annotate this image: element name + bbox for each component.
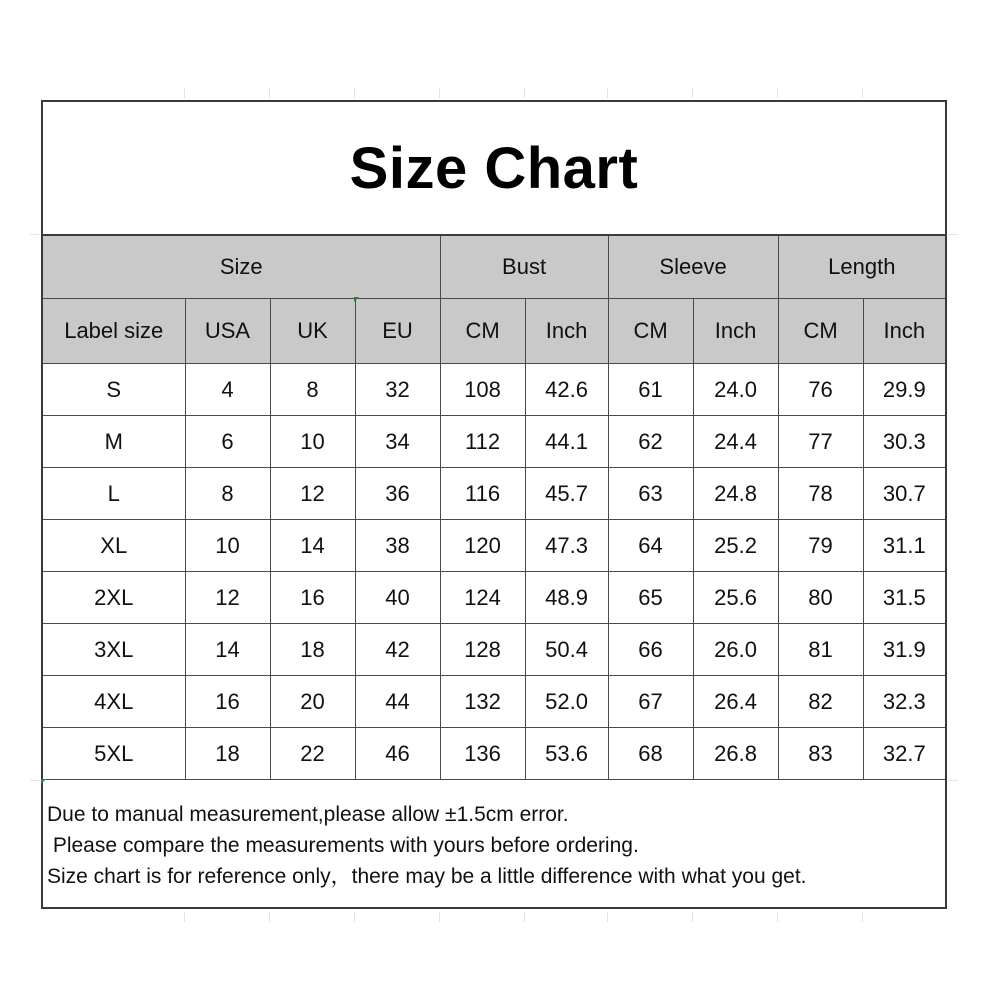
table-cell: 30.3 bbox=[863, 416, 945, 468]
gridline-tick bbox=[692, 912, 693, 922]
gridline-tick bbox=[184, 912, 185, 922]
table-cell: 66 bbox=[608, 624, 693, 676]
table-cell: 10 bbox=[185, 520, 270, 572]
table-cell: 40 bbox=[355, 572, 440, 624]
table-cell: 67 bbox=[608, 676, 693, 728]
table-cell: 76 bbox=[778, 364, 863, 416]
table-cell: 32.3 bbox=[863, 676, 945, 728]
table-cell: 42.6 bbox=[525, 364, 608, 416]
table-cell: 16 bbox=[270, 572, 355, 624]
table-cell: 46 bbox=[355, 728, 440, 780]
table-cell: 79 bbox=[778, 520, 863, 572]
cell-comment-marker bbox=[41, 779, 46, 784]
table-cell: 2XL bbox=[43, 572, 185, 624]
gridline-tick bbox=[524, 912, 525, 922]
table-cell: 25.6 bbox=[693, 572, 778, 624]
table-cell: 29.9 bbox=[863, 364, 945, 416]
table-cell: 36 bbox=[355, 468, 440, 520]
gridline-tick bbox=[354, 88, 355, 98]
header-sleeve: Sleeve bbox=[608, 236, 778, 299]
table-cell: 14 bbox=[185, 624, 270, 676]
size-chart bbox=[41, 100, 947, 909]
table-cell: 6 bbox=[185, 416, 270, 468]
table-cell: 24.4 bbox=[693, 416, 778, 468]
gridline-tick bbox=[524, 88, 525, 98]
subheader-eu: EU bbox=[355, 299, 440, 364]
table-cell: 68 bbox=[608, 728, 693, 780]
table-row bbox=[43, 468, 945, 520]
table-cell: 24.8 bbox=[693, 468, 778, 520]
table-row bbox=[43, 624, 945, 676]
table-cell: 108 bbox=[440, 364, 525, 416]
table-cell: 26.8 bbox=[693, 728, 778, 780]
table-cell: 120 bbox=[440, 520, 525, 572]
table-cell: 47.3 bbox=[525, 520, 608, 572]
header-size: Size bbox=[43, 236, 440, 299]
subheader-usa: USA bbox=[185, 299, 270, 364]
gridline-tick bbox=[862, 912, 863, 922]
table-cell: 32.7 bbox=[863, 728, 945, 780]
gridline-tick bbox=[184, 88, 185, 98]
table-row bbox=[43, 364, 945, 416]
gridline-tick bbox=[607, 912, 608, 922]
table-cell: S bbox=[43, 364, 185, 416]
table-cell: 136 bbox=[440, 728, 525, 780]
table-row bbox=[43, 572, 945, 624]
table-cell: 34 bbox=[355, 416, 440, 468]
table-cell: 81 bbox=[778, 624, 863, 676]
subheader-uk: UK bbox=[270, 299, 355, 364]
subheader-bust-cm: CM bbox=[440, 299, 525, 364]
gridline-tick bbox=[269, 912, 270, 922]
table-cell: 61 bbox=[608, 364, 693, 416]
gridline-tick bbox=[949, 234, 958, 235]
size-table bbox=[43, 236, 945, 780]
table-cell: 82 bbox=[778, 676, 863, 728]
table-cell: 31.9 bbox=[863, 624, 945, 676]
table-cell: 116 bbox=[440, 468, 525, 520]
table-cell: XL bbox=[43, 520, 185, 572]
table-cell: 18 bbox=[270, 624, 355, 676]
note-line: Due to manual measurement,please allow ±1.5cm error. bbox=[47, 803, 569, 826]
table-cell: 50.4 bbox=[525, 624, 608, 676]
table-cell: 10 bbox=[270, 416, 355, 468]
table-row bbox=[43, 728, 945, 780]
subheader-length-inch: Inch bbox=[863, 299, 945, 364]
table-cell: 132 bbox=[440, 676, 525, 728]
table-cell: 5XL bbox=[43, 728, 185, 780]
table-cell: 64 bbox=[608, 520, 693, 572]
table-cell: 65 bbox=[608, 572, 693, 624]
subheader-bust-inch: Inch bbox=[525, 299, 608, 364]
table-cell: 8 bbox=[185, 468, 270, 520]
table-cell: 30.7 bbox=[863, 468, 945, 520]
table-cell: 4XL bbox=[43, 676, 185, 728]
table-cell: 124 bbox=[440, 572, 525, 624]
table-cell: 38 bbox=[355, 520, 440, 572]
table-cell: 20 bbox=[270, 676, 355, 728]
table-cell: 26.0 bbox=[693, 624, 778, 676]
notes bbox=[47, 799, 943, 892]
gridline-tick bbox=[692, 88, 693, 98]
gridline-tick bbox=[777, 912, 778, 922]
gridline-tick bbox=[777, 88, 778, 98]
table-cell: 31.5 bbox=[863, 572, 945, 624]
table-cell: 48.9 bbox=[525, 572, 608, 624]
table-cell: 14 bbox=[270, 520, 355, 572]
table-cell: 8 bbox=[270, 364, 355, 416]
table-row bbox=[43, 676, 945, 728]
table-cell: 31.1 bbox=[863, 520, 945, 572]
table-cell: 44.1 bbox=[525, 416, 608, 468]
gridline-tick bbox=[439, 912, 440, 922]
gridline-tick bbox=[354, 912, 355, 922]
gridline-tick bbox=[30, 780, 39, 781]
table-cell: 26.4 bbox=[693, 676, 778, 728]
table-cell: 12 bbox=[185, 572, 270, 624]
chart-title: Size Chart bbox=[349, 135, 639, 201]
table-cell: 83 bbox=[778, 728, 863, 780]
table-cell: 44 bbox=[355, 676, 440, 728]
table-cell: 22 bbox=[270, 728, 355, 780]
subheader-sleeve-cm: CM bbox=[608, 299, 693, 364]
table-cell: 53.6 bbox=[525, 728, 608, 780]
subheader-length-cm: CM bbox=[778, 299, 863, 364]
table-cell: 78 bbox=[778, 468, 863, 520]
table-cell: 4 bbox=[185, 364, 270, 416]
gridline-tick bbox=[949, 780, 958, 781]
gridline-tick bbox=[607, 88, 608, 98]
table-row bbox=[43, 520, 945, 572]
table-cell: 52.0 bbox=[525, 676, 608, 728]
table-cell: 25.2 bbox=[693, 520, 778, 572]
table-cell: 77 bbox=[778, 416, 863, 468]
table-cell: 3XL bbox=[43, 624, 185, 676]
table-cell: 80 bbox=[778, 572, 863, 624]
table-cell: 112 bbox=[440, 416, 525, 468]
cell-comment-marker bbox=[354, 297, 359, 302]
table-cell: M bbox=[43, 416, 185, 468]
header-bust: Bust bbox=[440, 236, 608, 299]
note-line: Size chart is for reference only，there may be a little difference with what you get. bbox=[47, 865, 807, 888]
table-cell: 24.0 bbox=[693, 364, 778, 416]
table-cell: 63 bbox=[608, 468, 693, 520]
subheader-label-size: Label size bbox=[43, 299, 185, 364]
table-cell: L bbox=[43, 468, 185, 520]
gridline-tick bbox=[30, 234, 39, 235]
table-cell: 32 bbox=[355, 364, 440, 416]
table-row bbox=[43, 416, 945, 468]
subheader-sleeve-inch: Inch bbox=[693, 299, 778, 364]
note-line: Please compare the measurements with yours before ordering. bbox=[47, 834, 639, 857]
header-length: Length bbox=[778, 236, 945, 299]
table-cell: 42 bbox=[355, 624, 440, 676]
gridline-tick bbox=[862, 88, 863, 98]
table-cell: 16 bbox=[185, 676, 270, 728]
table-cell: 18 bbox=[185, 728, 270, 780]
group-header-row bbox=[43, 236, 945, 299]
table-cell: 12 bbox=[270, 468, 355, 520]
sub-header-row bbox=[43, 299, 945, 364]
title-cell bbox=[43, 102, 945, 236]
table-cell: 62 bbox=[608, 416, 693, 468]
gridline-tick bbox=[439, 88, 440, 98]
table-cell: 45.7 bbox=[525, 468, 608, 520]
gridline-tick bbox=[269, 88, 270, 98]
table-cell: 128 bbox=[440, 624, 525, 676]
